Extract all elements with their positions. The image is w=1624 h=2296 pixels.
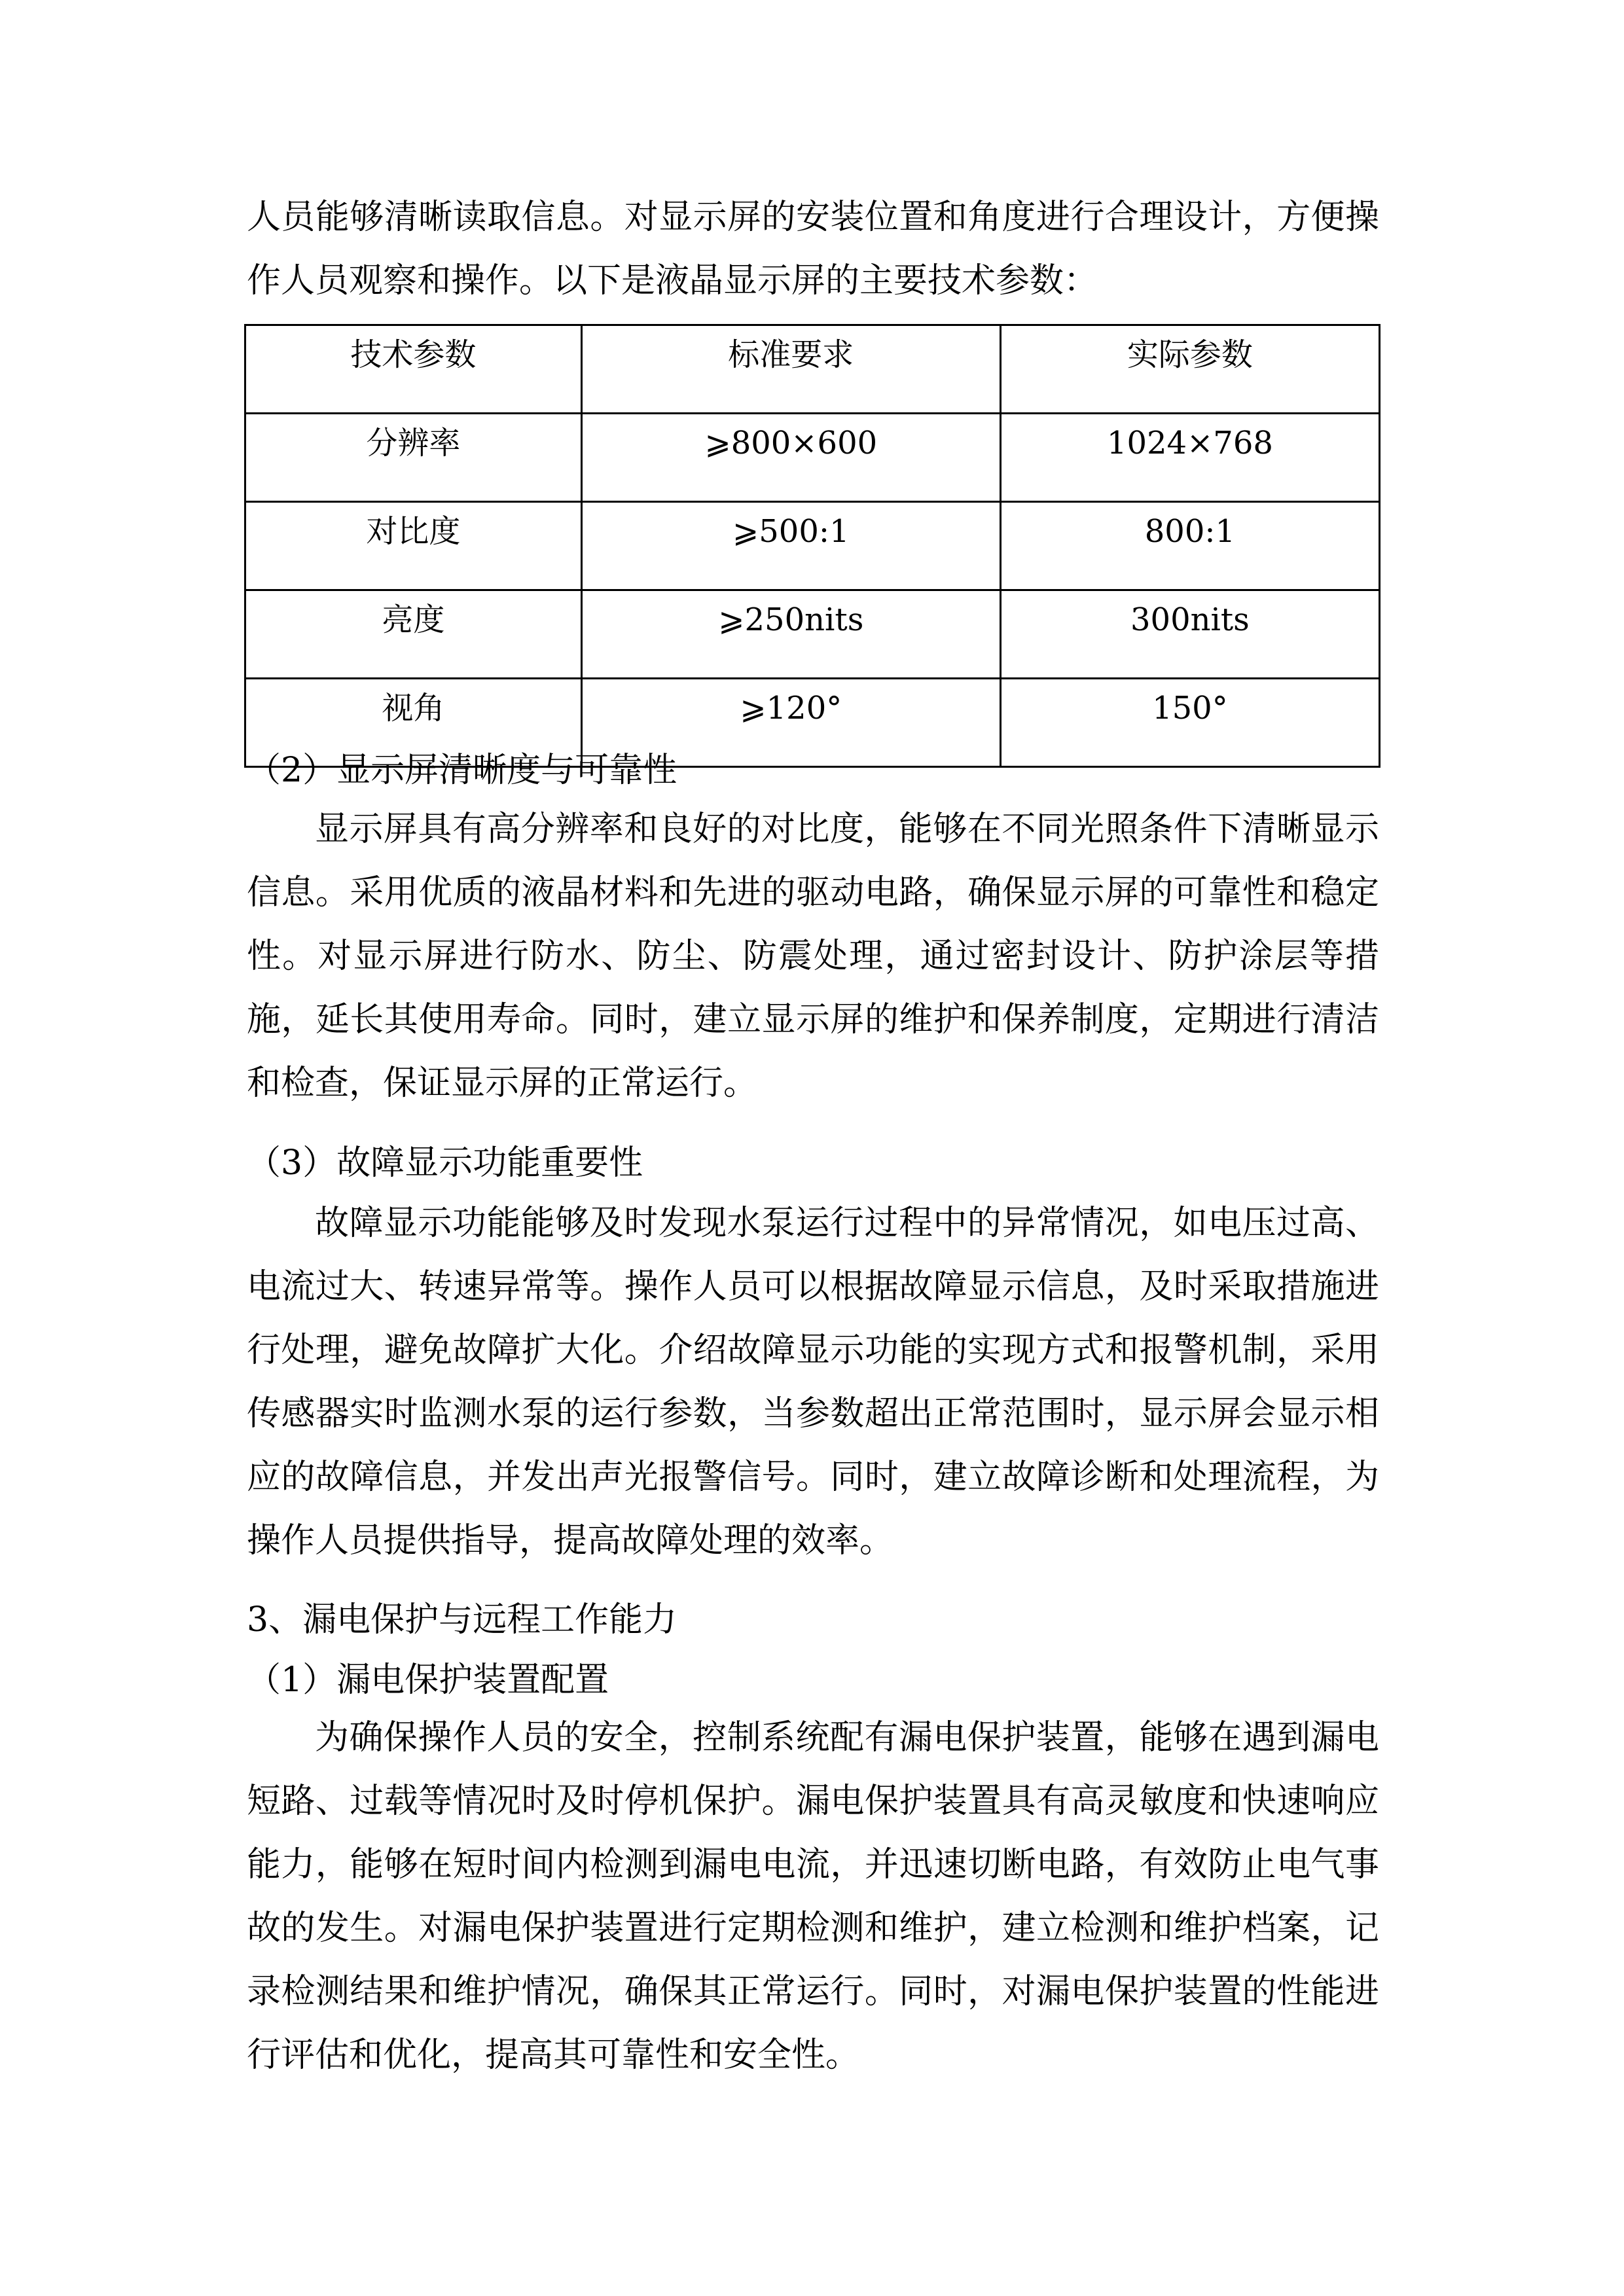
cell-actual: 1024×768 (1000, 414, 1379, 502)
section-2-paragraph: 显示屏具有高分辨率和良好的对比度，能够在不同光照条件下清晰显示信息。采用优质的液晶材料和先进的驱动电路，确保显示屏的可靠性和稳定性。对显示屏进行防水、防尘、防震处理，通过密封设计、防护涂层等措施，延长其使用寿命。同时，建立显示屏的维护和保养制度，定期进行清洁和检查，保证显示屏的正常运行。 (247, 810, 1379, 1103)
intro-paragraph: 人员能够清晰读取信息。对显示屏的安装位置和角度进行合理设计，方便操作人员观察和操作。以下是液晶显示屏的主要技术参数： (247, 198, 1379, 300)
table-row (245, 502, 1380, 590)
lcd-spec-table (244, 324, 1380, 768)
header-standard: 标准要求 (581, 325, 1000, 414)
section-3-paragraph: 故障显示功能能够及时发现水泵运行过程中的异常情况，如电压过高、电流过大、转速异常等。操作人员可以根据故障显示信息，及时采取措施进行处理，避免故障扩大化。介绍故障显示功能的实现方式和报警机制，采用传感器实时监测水泵的运行参数，当参数超出正常范围时，显示屏会显示相应的故障信息，并发出声光报警信号。同时，建立故障诊断和处理流程，为操作人员提供指导，提高故障处理的效率。 (247, 1204, 1379, 1560)
header-actual: 实际参数 (1000, 325, 1379, 414)
cell-parameter: 亮度 (245, 590, 582, 679)
cell-parameter: 视角 (245, 679, 582, 767)
cell-parameter: 分辨率 (245, 414, 582, 502)
cell-parameter: 对比度 (245, 502, 582, 590)
cell-actual: 150° (1000, 679, 1379, 767)
table-header-row (245, 325, 1380, 414)
chapter-3-heading: 3、漏电保护与远程工作能力 (247, 1600, 677, 1640)
table-row (245, 590, 1380, 679)
subsection-1-heading: （1）漏电保护装置配置 (247, 1660, 609, 1700)
cell-actual: 300nits (1000, 590, 1379, 679)
cell-actual: 800:1 (1000, 502, 1379, 590)
header-parameter: 技术参数 (245, 325, 582, 414)
section-3-heading: （3）故障显示功能重要性 (247, 1143, 643, 1183)
cell-standard: ⩾500:1 (581, 502, 1000, 590)
table-row (245, 414, 1380, 502)
section-2-heading: （2）显示屏清晰度与可靠性 (247, 751, 677, 790)
cell-standard: ⩾250nits (581, 590, 1000, 679)
subsection-1-paragraph: 为确保操作人员的安全，控制系统配有漏电保护装置，能够在遇到漏电短路、过载等情况时及时停机保护。漏电保护装置具有高灵敏度和快速响应能力，能够在短时间内检测到漏电电流，并迅速切断电路，有效防止电气事故的发生。对漏电保护装置进行定期检测和维护，建立检测和维护档案，记录检测结果和维护情况，确保其正常运行。同时，对漏电保护装置的性能进行评估和优化，提高其可靠性和安全性。 (247, 1718, 1379, 2075)
cell-standard: ⩾120° (581, 679, 1000, 767)
cell-standard: ⩾800×600 (581, 414, 1000, 502)
